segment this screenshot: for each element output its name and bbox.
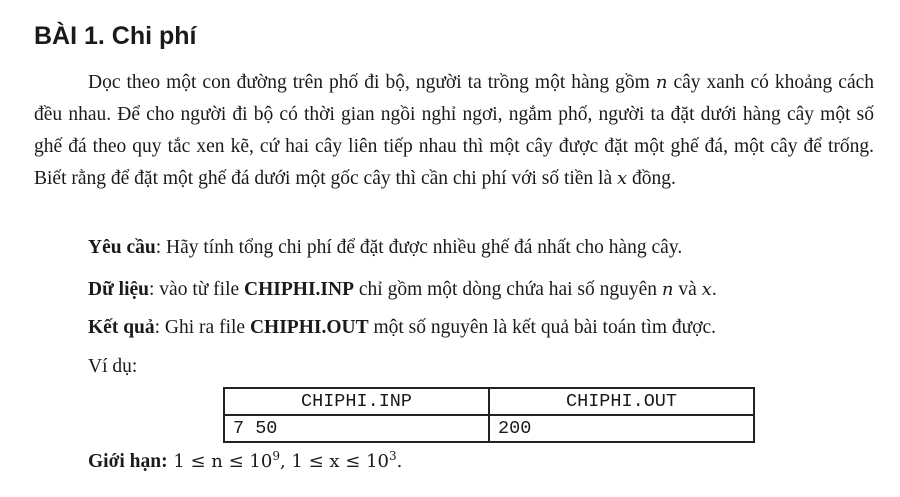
- example-output-value: 200: [489, 415, 754, 442]
- example-header-input: CHIPHI.INP: [224, 388, 489, 415]
- input-line: [88, 279, 717, 301]
- output-label: Kết quả: [88, 317, 155, 338]
- variable-x: x: [617, 168, 628, 189]
- input-text-2: chỉ gồm một dòng chứa hai số nguyên: [354, 279, 662, 300]
- example-header-output: CHIPHI.OUT: [489, 388, 754, 415]
- output-text-2: một số nguyên là kết quả bài toán tìm được.: [368, 317, 717, 338]
- requirement-label: Yêu cầu: [88, 237, 156, 258]
- example-table: [223, 387, 755, 443]
- limit-n: 1 ≤ n ≤ 10: [167, 451, 273, 472]
- input-variable-x: x: [701, 279, 712, 300]
- description-text-1: Dọc theo một con đường trên phố đi bộ, người ta trồng một hàng gồm: [88, 72, 656, 93]
- example-header-row: [224, 388, 754, 415]
- input-text-1: : vào từ file: [149, 279, 245, 300]
- requirement-text: : Hãy tính tổng chi phí để đặt được nhiều ghế đá nhất cho hàng cây.: [155, 237, 683, 258]
- example-data-row: [224, 415, 754, 442]
- example-input-value: 7 50: [224, 415, 489, 442]
- limit-end: .: [396, 451, 403, 472]
- output-text-1: : Ghi ra file: [154, 317, 250, 338]
- input-label: Dữ liệu: [88, 279, 149, 300]
- input-filename: CHIPHI.INP: [244, 279, 355, 300]
- requirement-line: [88, 237, 682, 259]
- output-filename: CHIPHI.OUT: [249, 317, 369, 338]
- example-label: Ví dụ:: [88, 356, 138, 377]
- variable-n: n: [655, 72, 668, 93]
- problem-description: [34, 67, 874, 195]
- input-text-3: và: [673, 279, 702, 300]
- limit-n-exponent: 9: [272, 449, 280, 463]
- limit-x-exponent: 3: [389, 449, 397, 463]
- limits-label: Giới hạn:: [88, 451, 168, 472]
- limits-line: [88, 449, 402, 473]
- description-text-2: cây xanh có khoảng cách đều nhau. Để cho người đi bộ có thời gian ngồi nghỉ ngơi, ngắm phố, người ta đặt dưới hàng cây một số ghế đá theo quy tắc xen kẽ, cứ hai cây liên tiếp nhau thì một cây được đặt một ghế đá, một cây để trống. Biết rằng để đặt một ghế đá dưới một gốc cây thì cần chi phí với số tiền là: [34, 72, 875, 189]
- input-variable-n: n: [661, 279, 674, 300]
- output-line: [88, 317, 716, 339]
- input-text-4: .: [711, 279, 717, 300]
- limits-expression: [168, 451, 403, 472]
- limit-x: , 1 ≤ x ≤ 10: [279, 451, 389, 472]
- description-text-3: đồng.: [627, 168, 676, 189]
- problem-title: BÀI 1. Chi phí: [34, 22, 197, 50]
